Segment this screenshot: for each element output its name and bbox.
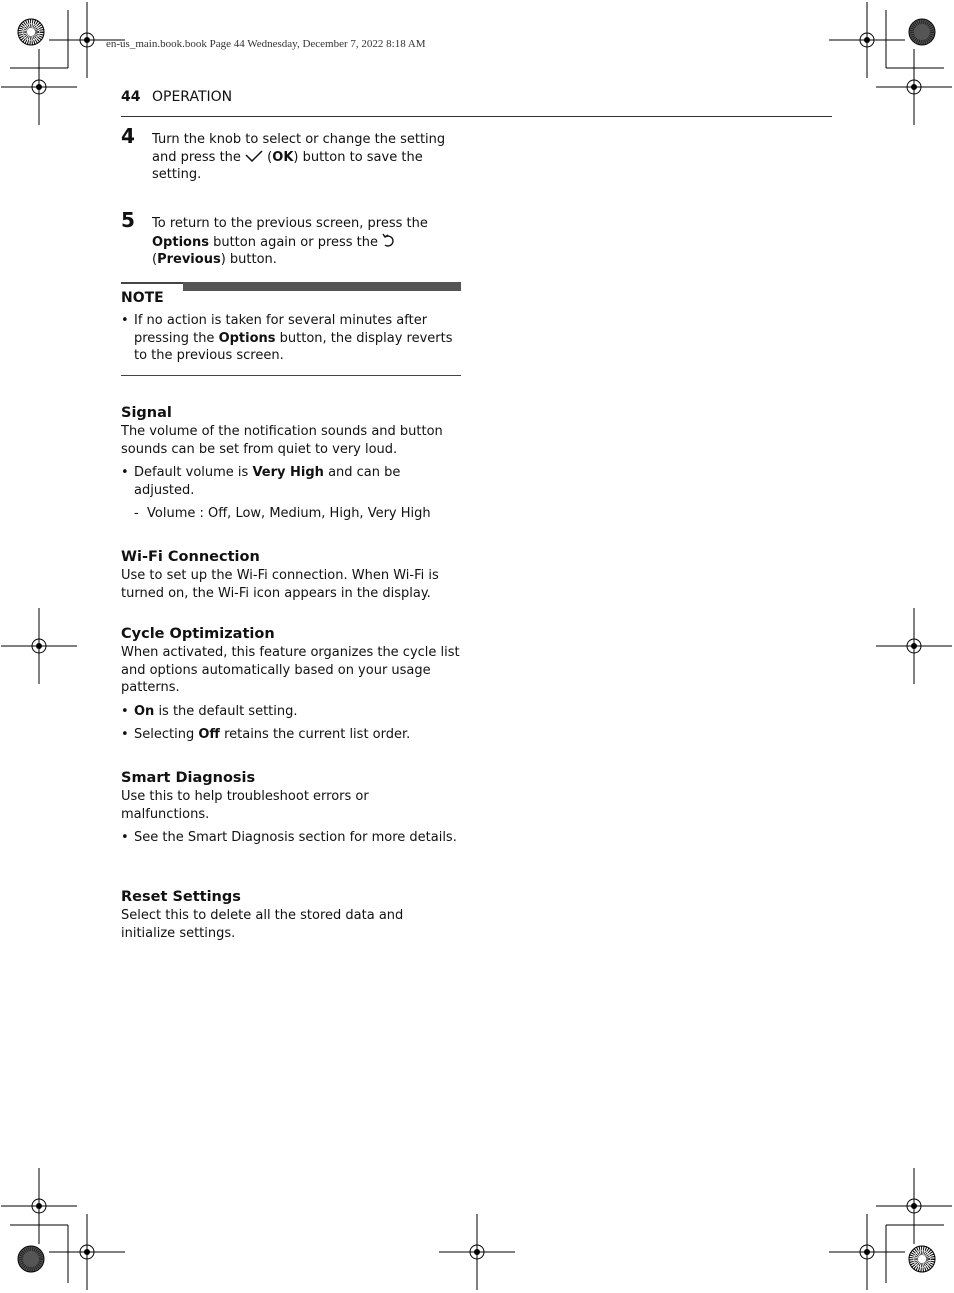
step-4 [121,124,461,184]
list-item: • Selecting Off retains the current list order. [121,726,461,744]
section-text: When activated, this feature organizes the cycle list and options automatically based on your usage patterns. [121,645,460,695]
section-heading: Wi-Fi Connection [121,549,260,565]
list-item: • Default volume is Very High and can be adjusted. - Volume : Off, Low, Medium, High, Very High [121,464,461,523]
previous-icon [382,233,394,248]
step-number: 4 [121,124,135,148]
list-item: • See the Smart Diagnosis section for more details. [121,829,461,847]
check-icon [245,150,263,163]
list-item: • If no action is taken for several minutes after pressing the Options button, the display reverts to the previous screen. [121,312,461,365]
section-text: Use this to help troubleshoot errors or malfunctions. [121,789,369,822]
section-signal [121,404,461,529]
section-reset-settings [121,888,461,942]
section-text: Use to set up the Wi-Fi connection. When Wi-Fi is turned on, the Wi-Fi icon appears in the display. [121,568,439,601]
section-text: Select this to delete all the stored data and initialize settings. [121,908,404,941]
section-heading: Smart Diagnosis [121,770,256,786]
page-number: 44 [121,89,141,105]
print-header: en-us_main.book.book Page 44 Wednesday, December 7, 2022 8:18 AM [106,38,426,50]
page-section-title: OPERATION [152,89,233,105]
section-cycle-optimization [121,625,461,750]
section-wifi [121,548,461,602]
section-heading: Signal [121,405,172,421]
note-divider [121,375,461,376]
section-heading: Reset Settings [121,889,241,905]
page-header [121,89,832,117]
section-text: The volume of the notification sounds and button sounds can be set from quiet to very loud. [121,424,443,457]
step-text: To return to the previous screen, press the Options button again or press the (Previous) button. [152,216,428,267]
step-5 [121,208,461,269]
note-title: NOTE [121,290,164,306]
section-heading: Cycle Optimization [121,626,275,642]
section-smart-diagnosis [121,769,461,853]
step-number: 5 [121,208,135,232]
note-bar [121,282,461,291]
list-item: - Volume : Off, Low, Medium, High, Very High [134,505,461,523]
step-text: Turn the knob to select or change the setting and press the (OK) button to save the setting. [152,132,446,182]
note-body [121,306,461,371]
list-item: • On is the default setting. [121,703,461,721]
